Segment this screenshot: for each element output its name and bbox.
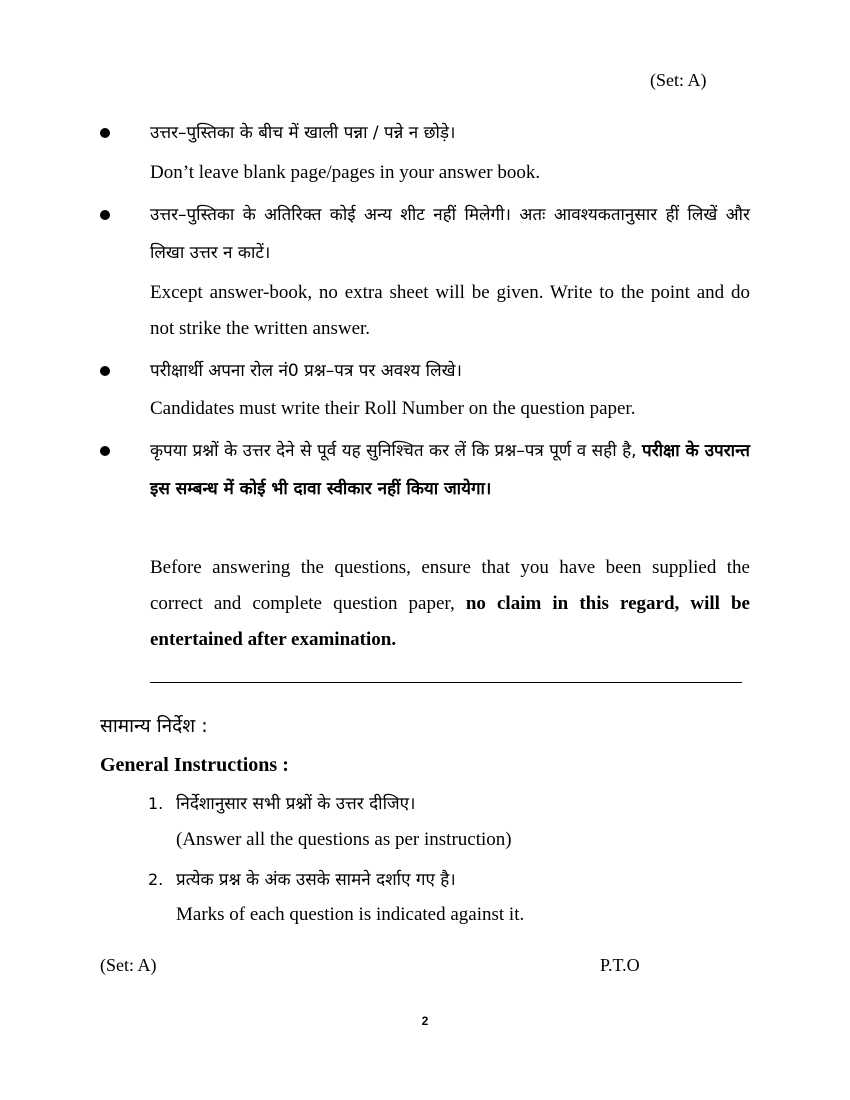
instruction-hindi: प्रत्येक प्रश्न के अंक उसके सामने दर्शाए गए है। [176,870,456,890]
general-instructions-heading-hindi: सामान्य निर्देश : [100,715,208,737]
instruction-english: (Answer all the questions as per instruction) [176,829,512,850]
instruction-hindi: उत्तर–पुस्तिका के बीच में खाली पन्ना / पन्ने न छोड़े। [150,123,456,143]
instruction-number: 2. [148,870,164,889]
instruction-english: Except answer-book, no extra sheet will be given. Write to the point and do not strike the written answer. [150,282,750,339]
separator-rule [150,682,742,683]
instruction-english-plain: Before answering the questions, ensure that you have been supplied the correct and complete question paper, [150,557,750,614]
bullet-dot [100,366,110,376]
set-label-footer: (Set: A) [100,955,157,975]
instruction-hindi: उत्तर–पुस्तिका के अतिरिक्त कोई अन्य शीट नहीं मिलेगी। अतः आवश्यकतानुसार हीं लिखें और लिखा उत्तर न काटें। [150,205,750,263]
general-instructions-heading: General Instructions : [100,754,289,776]
set-label-top: (Set: A) [650,70,707,90]
instruction-hindi: निर्देशानुसार सभी प्रश्नों के उत्तर दीजिए। [176,794,416,814]
instruction-english: Don’t leave blank page/pages in your answer book. [150,162,541,183]
page-number: 2 [421,1014,429,1028]
instruction-hindi: परीक्षार्थी अपना रोल नं0 प्रश्न–पत्र पर अवश्य लिखे। [150,361,462,381]
bullet-dot [100,210,110,220]
instruction-hindi-plain: कृपया प्रश्नों के उत्तर देने से पूर्व यह सुनिश्चित कर लें कि प्रश्न–पत्र पूर्ण व सही है, [150,441,637,461]
instruction-english: Candidates must write their Roll Number on the question paper. [150,398,636,419]
instruction-number: 1. [148,794,164,813]
instruction-hindi [150,432,750,508]
instruction-hindi-bold: परीक्षा के उपरान्त इस सम्बन्ध में कोई भी दावा स्वीकार नहीं किया जायेगा। [150,441,750,499]
instruction-english: Marks of each question is indicated against it. [176,904,525,925]
pto-label: P.T.O [600,955,640,975]
bullet-dot [100,128,110,138]
instruction-english-bold: no claim in this regard, will be entertained after examination. [150,593,750,650]
bullet-dot [100,446,110,456]
instruction-english [150,550,750,658]
